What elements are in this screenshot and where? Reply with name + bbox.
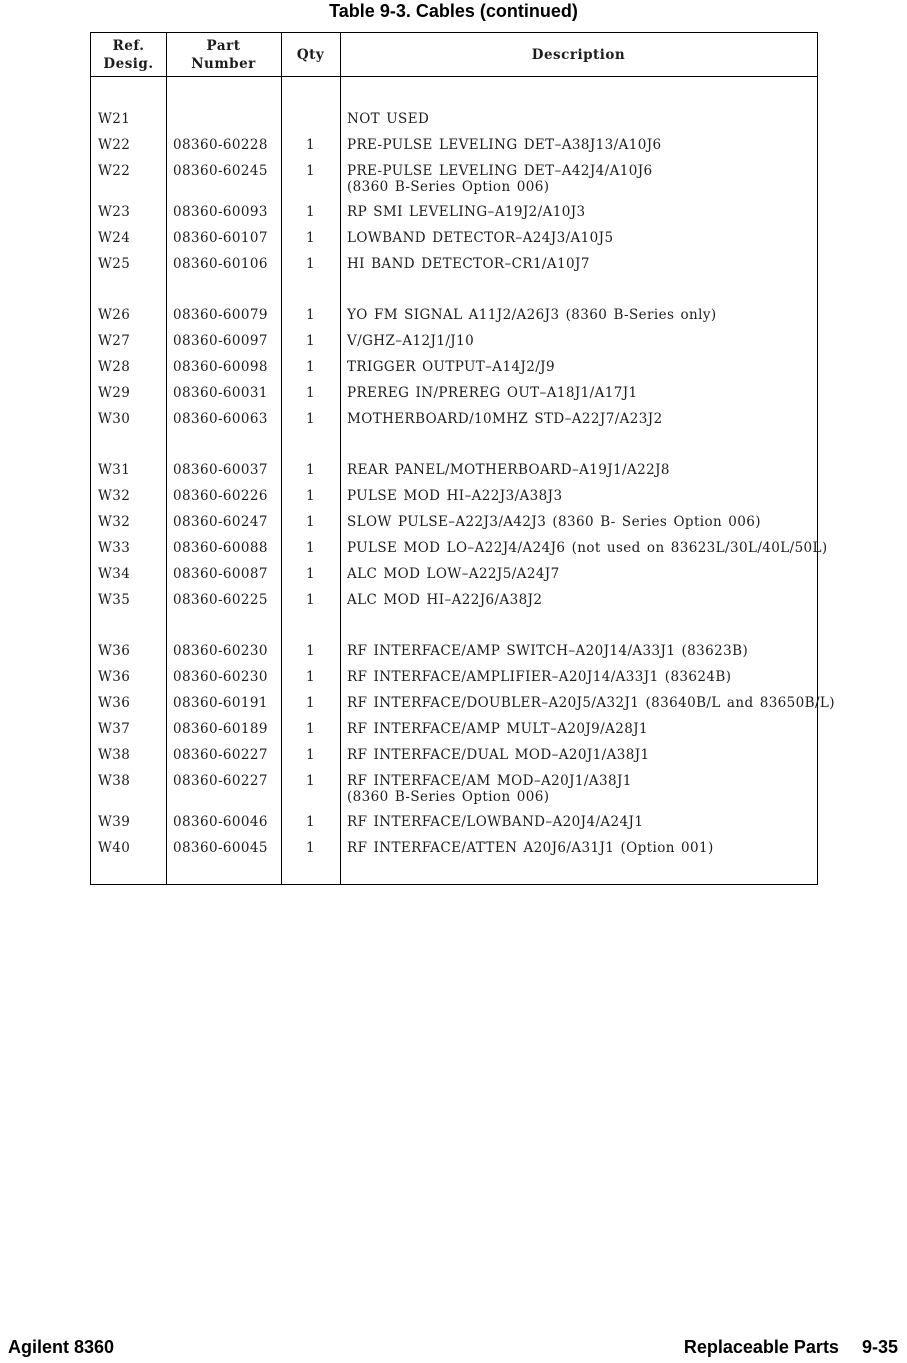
- cell-ref-desig: W40: [98, 840, 131, 856]
- table-row: [91, 484, 817, 510]
- cell-qty: 1: [306, 514, 315, 530]
- cell-part-number: 08360-60107: [173, 230, 268, 246]
- group-spacer: [91, 614, 817, 639]
- cell-description: [340, 107, 817, 133]
- footer-product-name: Agilent 8360: [8, 1337, 115, 1357]
- footer-right: [684, 1337, 898, 1358]
- description-line: RF INTERFACE/AMPLIFIER–A20J14/A33J1 (83624B): [347, 669, 732, 685]
- cell-qty: 1: [306, 747, 315, 763]
- cell-qty: 1: [306, 462, 315, 478]
- cell-ref-desig: W25: [98, 256, 131, 272]
- table-row: [91, 810, 817, 836]
- cell-part-number: 08360-60230: [173, 643, 268, 659]
- table-row: [91, 510, 817, 536]
- header-line: Part: [206, 37, 241, 54]
- column-divider: [166, 33, 167, 884]
- description-line: TRIGGER OUTPUT–A14J2/J9: [347, 359, 555, 375]
- cell-qty: 1: [306, 840, 315, 856]
- cell-description: [340, 769, 817, 810]
- cell-qty: 1: [306, 230, 315, 246]
- table-row: [91, 303, 817, 329]
- cell-part-number: 08360-60093: [173, 204, 268, 220]
- description-line: RF INTERFACE/DUAL MOD–A20J1/A38J1: [347, 747, 650, 763]
- table-row: [91, 159, 817, 200]
- cell-description: [340, 458, 817, 484]
- description-line: NOT USED: [347, 111, 430, 127]
- header-ref-desig: [91, 37, 166, 73]
- header-line: Desig.: [103, 55, 154, 72]
- cell-qty: 1: [306, 566, 315, 582]
- cell-ref-desig: W39: [98, 814, 131, 830]
- cell-qty: 1: [306, 540, 315, 556]
- cell-ref-desig: W30: [98, 411, 131, 427]
- cell-description: [340, 562, 817, 588]
- description-line: ALC MOD HI–A22J6/A38J2: [347, 592, 543, 608]
- cell-ref-desig: W23: [98, 204, 131, 220]
- cell-part-number: [166, 107, 281, 133]
- cell-part-number: 08360-60063: [173, 411, 268, 427]
- cell-description: [340, 159, 817, 200]
- cell-part-number: 08360-60087: [173, 566, 268, 582]
- cell-ref-desig: W38: [98, 773, 131, 789]
- footer-page-number: 9-35: [861, 1337, 898, 1357]
- cell-part-number: 08360-60245: [173, 163, 268, 179]
- cell-part-number: 08360-60046: [173, 814, 268, 830]
- description-line: (8360 B-Series Option 006): [347, 788, 550, 805]
- cell-description: [340, 133, 817, 159]
- table-row: [91, 691, 835, 717]
- table-row: [91, 665, 817, 691]
- table-row: [91, 200, 817, 226]
- cell-qty: 1: [306, 307, 315, 323]
- description-line: REAR PANEL/MOTHERBOARD–A19J1/A22J8: [347, 462, 670, 478]
- description-line: RF INTERFACE/ATTEN A20J6/A31J1 (Option 001): [347, 840, 714, 856]
- table-header-row: [91, 33, 817, 77]
- cell-ref-desig: W32: [98, 488, 131, 504]
- cell-qty: 1: [306, 359, 315, 375]
- cell-description: [340, 381, 817, 407]
- cell-description: [340, 303, 817, 329]
- cell-part-number: 08360-60037: [173, 462, 268, 478]
- description-line: RF INTERFACE/AMP MULT–A20J9/A28J1: [347, 721, 649, 737]
- page-footer: [8, 1337, 898, 1358]
- cell-description: [340, 639, 817, 665]
- cell-description: [340, 588, 817, 614]
- table-row: [91, 107, 817, 133]
- group-spacer: [91, 433, 817, 458]
- cell-ref-desig: W27: [98, 333, 131, 349]
- table-body: [91, 77, 835, 862]
- cell-description: [340, 836, 817, 862]
- cell-qty: 1: [306, 333, 315, 349]
- cell-qty: 1: [306, 385, 315, 401]
- cell-description: [340, 407, 817, 433]
- table-row: [91, 407, 817, 433]
- cell-qty: 1: [306, 256, 315, 272]
- cell-part-number: 08360-60227: [173, 773, 268, 789]
- description-line: YO FM SIGNAL A11J2/A26J3 (8360 B-Series only): [347, 307, 717, 323]
- header-qty: Qty: [296, 46, 325, 63]
- description-line: ALC MOD LOW–A22J5/A24J7: [347, 566, 560, 582]
- header-line: Number: [191, 55, 256, 72]
- description-line: (8360 B-Series Option 006): [347, 178, 550, 195]
- footer-section-title: Replaceable Parts: [683, 1337, 839, 1357]
- cell-part-number: 08360-60106: [173, 256, 268, 272]
- cell-part-number: 08360-60225: [173, 592, 268, 608]
- column-divider: [340, 33, 341, 884]
- cell-description: [340, 355, 817, 381]
- cell-qty: 1: [306, 411, 315, 427]
- cell-part-number: 08360-60088: [173, 540, 268, 556]
- cell-part-number: 08360-60191: [173, 695, 268, 711]
- cell-ref-desig: W36: [98, 669, 131, 685]
- cell-ref-desig: W29: [98, 385, 131, 401]
- cell-ref-desig: W22: [98, 163, 131, 179]
- cell-part-number: 08360-60226: [173, 488, 268, 504]
- description-line: LOWBAND DETECTOR–A24J3/A10J5: [347, 230, 614, 246]
- header-part-number: [166, 37, 281, 73]
- cell-part-number: 08360-60228: [173, 137, 268, 153]
- cell-qty: 1: [306, 773, 315, 789]
- description-line: RF INTERFACE/AM MOD–A20J1/A38J1: [347, 773, 632, 789]
- cell-ref-desig: W32: [98, 514, 131, 530]
- description-line: HI BAND DETECTOR–CR1/A10J7: [347, 256, 590, 272]
- description-line: PULSE MOD LO–A22J4/A24J6 (not used on 83623L/30L/40L/50L): [347, 540, 828, 556]
- cell-ref-desig: W35: [98, 592, 131, 608]
- cell-ref-desig: W26: [98, 307, 131, 323]
- page-title: Table 9-3. Cables (continued): [329, 1, 578, 21]
- cell-part-number: 08360-60079: [173, 307, 268, 323]
- cell-description: [340, 252, 817, 278]
- cell-part-number: 08360-60045: [173, 840, 268, 856]
- table-row: [91, 355, 817, 381]
- cell-ref-desig: W28: [98, 359, 131, 375]
- cell-qty: 1: [306, 204, 315, 220]
- cell-ref-desig: W31: [98, 462, 131, 478]
- cell-ref-desig: W36: [98, 643, 131, 659]
- description-line: PRE-PULSE LEVELING DET–A42J4/A10J6: [347, 163, 653, 179]
- column-divider: [281, 33, 282, 884]
- cell-part-number: 08360-60097: [173, 333, 268, 349]
- cell-description: [340, 536, 828, 562]
- cell-qty: [281, 107, 340, 133]
- description-line: RF INTERFACE/LOWBAND–A20J4/A24J1: [347, 814, 644, 830]
- description-line: MOTHERBOARD/10MHZ STD–A22J7/A23J2: [347, 411, 663, 427]
- table-row: [91, 458, 817, 484]
- cell-qty: 1: [306, 488, 315, 504]
- cell-description: [340, 200, 817, 226]
- table-row: [91, 717, 817, 743]
- cell-description: [340, 484, 817, 510]
- cell-description: [340, 691, 835, 717]
- cell-ref-desig: W21: [98, 111, 131, 127]
- cell-description: [340, 665, 817, 691]
- cell-part-number: 08360-60098: [173, 359, 268, 375]
- cell-part-number: 08360-60230: [173, 669, 268, 685]
- table-row: [91, 252, 817, 278]
- description-line: PREREG IN/PREREG OUT–A18J1/A17J1: [347, 385, 638, 401]
- description-line: RP SMI LEVELING–A19J2/A10J3: [347, 204, 586, 220]
- cell-qty: 1: [306, 814, 315, 830]
- table-row: [91, 226, 817, 252]
- cell-qty: 1: [306, 721, 315, 737]
- header-description: Description: [531, 46, 626, 63]
- description-line: V/GHZ–A12J1/J10: [347, 333, 475, 349]
- description-line: PULSE MOD HI–A22J3/A38J3: [347, 488, 563, 504]
- cell-ref-desig: W34: [98, 566, 131, 582]
- cell-part-number: 08360-60189: [173, 721, 268, 737]
- table-row: [91, 381, 817, 407]
- table-row: [91, 536, 828, 562]
- cell-ref-desig: W24: [98, 230, 131, 246]
- cell-description: [340, 329, 817, 355]
- description-line: PRE-PULSE LEVELING DET–A38J13/A10J6: [347, 137, 662, 153]
- table-row: [91, 133, 817, 159]
- table-row: [91, 836, 817, 862]
- cell-ref-desig: W38: [98, 747, 131, 763]
- cell-qty: 1: [306, 137, 315, 153]
- header-line: Ref.: [112, 37, 145, 54]
- table-row: [91, 562, 817, 588]
- description-line: RF INTERFACE/DOUBLER–A20J5/A32J1 (83640B/L and 83650B/L): [347, 695, 835, 711]
- cell-ref-desig: W37: [98, 721, 131, 737]
- cell-part-number: 08360-60227: [173, 747, 268, 763]
- table-row: [91, 329, 817, 355]
- cell-description: [340, 717, 817, 743]
- table-row: [91, 588, 817, 614]
- cell-qty: 1: [306, 643, 315, 659]
- cell-part-number: 08360-60247: [173, 514, 268, 530]
- cell-description: [340, 810, 817, 836]
- table-row: [91, 769, 817, 810]
- cell-description: [340, 510, 817, 536]
- group-spacer: [91, 278, 817, 303]
- cell-description: [340, 226, 817, 252]
- cell-ref-desig: W33: [98, 540, 131, 556]
- description-line: SLOW PULSE–A22J3/A42J3 (8360 B- Series Option 006): [347, 514, 761, 530]
- cell-qty: 1: [306, 163, 315, 179]
- cell-ref-desig: W22: [98, 137, 131, 153]
- cell-qty: 1: [306, 695, 315, 711]
- table-row: [91, 639, 817, 665]
- description-line: RF INTERFACE/AMP SWITCH–A20J14/A33J1 (83623B): [347, 643, 749, 659]
- cell-qty: 1: [306, 669, 315, 685]
- cell-qty: 1: [306, 592, 315, 608]
- table-row: [91, 743, 817, 769]
- cell-ref-desig: W36: [98, 695, 131, 711]
- cell-part-number: 08360-60031: [173, 385, 268, 401]
- cables-table: [90, 32, 835, 885]
- cell-description: [340, 743, 817, 769]
